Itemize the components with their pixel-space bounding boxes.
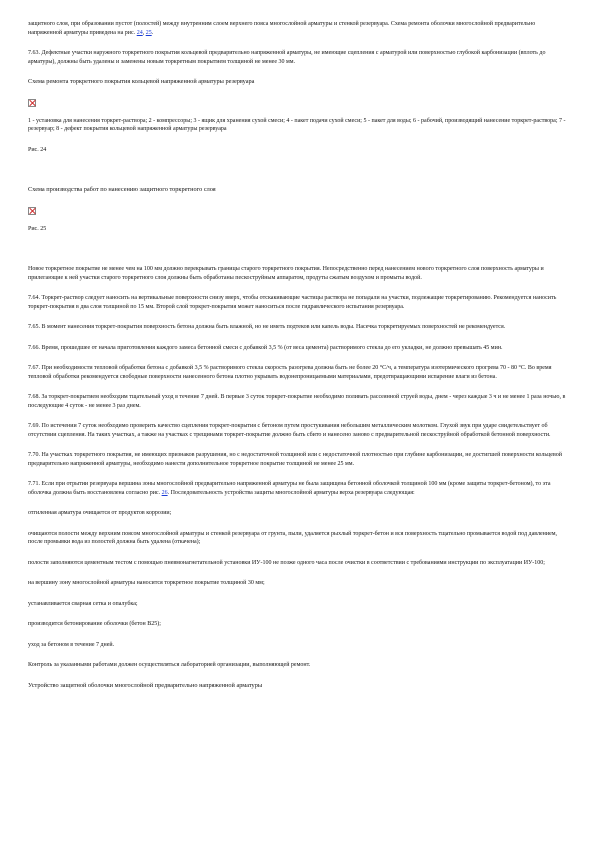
paragraph-intro-sep: ,	[142, 29, 145, 36]
figure-25-caption: Рис. 25	[28, 225, 47, 232]
paragraph-control: Контроль за указанными работами должен осуществляться лабораторией организации, выполняющей ремонт.	[28, 662, 311, 668]
broken-image-icon	[28, 99, 36, 107]
paragraph-7-64: 7.64. Торкрет-раствор следует наносить на вертикальные поверхности снизу вверх, чтобы отскакивающие частицы раствора не попадали на участки, подлежащие торкретированию. Рекомендуется наносить торкрет-покрытия в два слоя толщиной по 15 мм. Второй слой торкрет-покрытия может наноситься после гидравлического испытания резервуара.	[28, 295, 557, 310]
heading-scheme-24: Схема ремонта торкретного покрытия кольцевой напряженной арматуры резервуара	[28, 78, 255, 85]
paragraph-intro	[28, 20, 570, 37]
paragraph-7-70: 7.70. На участках торкретного покрытия, не имеющих признаков разрушения, но с недостаточной толщиной или с недостаточной плотностью при глубине карбонизации, не достигшей поверхности кольцевой предварительно напряженной арматуры, необходимо нанести дополнительное торкретное покрытие толщиной не менее 25 мм.	[28, 452, 562, 467]
list-item: на вершину зону многослойной арматуры наносится торкретное покрытие толщиной 30 мм;	[28, 580, 265, 586]
broken-image-icon	[28, 207, 36, 215]
paragraph-7-63: 7.63. Дефектные участки наружного торкретного покрытия кольцевой предварительно напряженной арматуры, не имеющие сцепления с арматурой или поверхностью глубокой карбонизации (вплоть до арматуры), должны быть удалены и заменены новым торкретным покрытием толщиной не менее 30 мм.	[28, 50, 546, 65]
paragraph-7-71-text: 7.71. Если при отрытии резервуара вершина зоны многослойной предварительно напряженной арматуры не была защищена бетонной оболочкой толщиной 100 мм (кроме защиты торкрет-бетоном), то эта оболочка должна быть восстановлена согласно рис.	[28, 481, 551, 496]
figure-24-caption: Рис. 24	[28, 146, 47, 153]
list-item: производится бетонирование оболочки (бетон В25);	[28, 621, 161, 627]
list-item: очищаются полости между верхним поясом многослойной арматуры и стенкой резервуара от грунта, пыли, удаляется рыхлый торкрет-бетон и вся поверхность тщательно промывается водой под давлением, после промывки вода из полостей должна быть удалена (откачена);	[28, 530, 558, 545]
list-item: уход за бетоном в течение 7 дней.	[28, 641, 115, 648]
list-item: устанавливается сварная сетка и опалубка;	[28, 600, 138, 607]
list-item: отгиленная арматура очищается от продуктов коррозии;	[28, 510, 172, 516]
link-figure-24[interactable]: 24	[136, 29, 143, 36]
paragraph-intro-text: защитного слоя, при образовании пустот (полостей) между внутренним слоем верхнего пояса многослойной арматуры и стенкой резервуара. Схема ремонта оболочки многослойной предварительно напряженной арматуры приведена на рис.	[28, 21, 536, 36]
paragraph-7-68: 7.68. За торкрет-покрытием необходим тщательный уход в течение 7 дней. В первые 3 суток торкрет-покрытие необходимо поливать рассеянной струей воды, днем - через каждые 3 ч и не менее 1 раза ночью, в последующие 4 суток - не менее 3 раз днем.	[28, 394, 566, 409]
figure-24-legend: 1 - установка для нанесения торкрет-раствора; 2 - компрессоры; 3 - ящик для хранения сухой смеси; 4 - пакет подачи сухой смеси; 5 - пакет для воды; 6 - рабочий, производящий нанесение торкрет-раствора; 7 - резервуар; 8 - дефект покрытия кольцевой напряженной арматуры резервуара	[28, 117, 566, 132]
heading-scheme-25: Схема производства работ по нанесению защитного торкретного слоя	[28, 186, 216, 193]
heading-protective-shell: Устройство защитной оболочки многослойной предварительно напряженной арматуры	[28, 681, 263, 689]
document-page	[28, 20, 570, 702]
paragraph-7-67: 7.67. При необходимости тепловой обработки бетона с добавкой 3,5 % растворимого стекла скорость разогрева должна быть не более 20 °С/ч, а температура изотермического прогрева 70 - 80 °С. Во время тепловой обработки рекомендуется свободные поверхности нанесенного бетона плотно укрывать водонепроницаемыми материалами, предотвращающими испарение влаги из бетона.	[28, 365, 552, 380]
paragraph-7-69: 7.69. По истечении 7 суток необходимо проверить качество сцепления торкрет-покрытия с бетоном путем простукивания небольшим металлическим молотком. Глухой звук при ударе свидетельствует об отсутствии сцепления. На таких участках, а также на участках с трещинами торкрет-покрытие должно быть сбито и нанесено заново с предварительной пескоструйной обработкой бетонной поверхности.	[28, 423, 551, 438]
paragraph-intro-end: .	[151, 29, 154, 36]
paragraph-7-71-end: . Последовательность устройства защиты многослойной арматуры верха резервуара следующая:	[167, 489, 415, 496]
paragraph-7-65: 7.65. В момент нанесения торкрет-покрытия поверхность бетона должна быть влажной, но не иметь подтеков или капель воды. Насечка торкретируемых поверхностей не рекомендуется.	[28, 324, 506, 330]
paragraph-new-coating: Новое торкретное покрытие не менее чем на 100 мм должно перекрывать границы старого торкретного покрытия. Непосредственно перед нанесением нового торкретного слоя поверхность арматуры и прилегающие к ней участки старого торкретного слоя должны быть обработаны пескоструйным аппаратом, продуты сжатым воздухом и промыты водой.	[28, 266, 544, 281]
link-figure-25[interactable]: 25	[145, 29, 152, 36]
list-item: полости заполняются цементным тестом с помощью пневмонагнетательной установки ИУ-100 не позже одного часа после очистки в соответствии с требованиями инструкции по эксплуатации ИУ-100;	[28, 559, 545, 566]
paragraph-7-71	[28, 480, 570, 497]
paragraph-7-66: 7.66. Время, прошедшее от начала приготовления каждого замеса бетонной смеси с добавкой 3,5 % (от веса цемента) растворимого стекла до его укладки, не должно превышать 45 мин.	[28, 344, 503, 351]
link-figure-26[interactable]: 26	[161, 489, 168, 496]
